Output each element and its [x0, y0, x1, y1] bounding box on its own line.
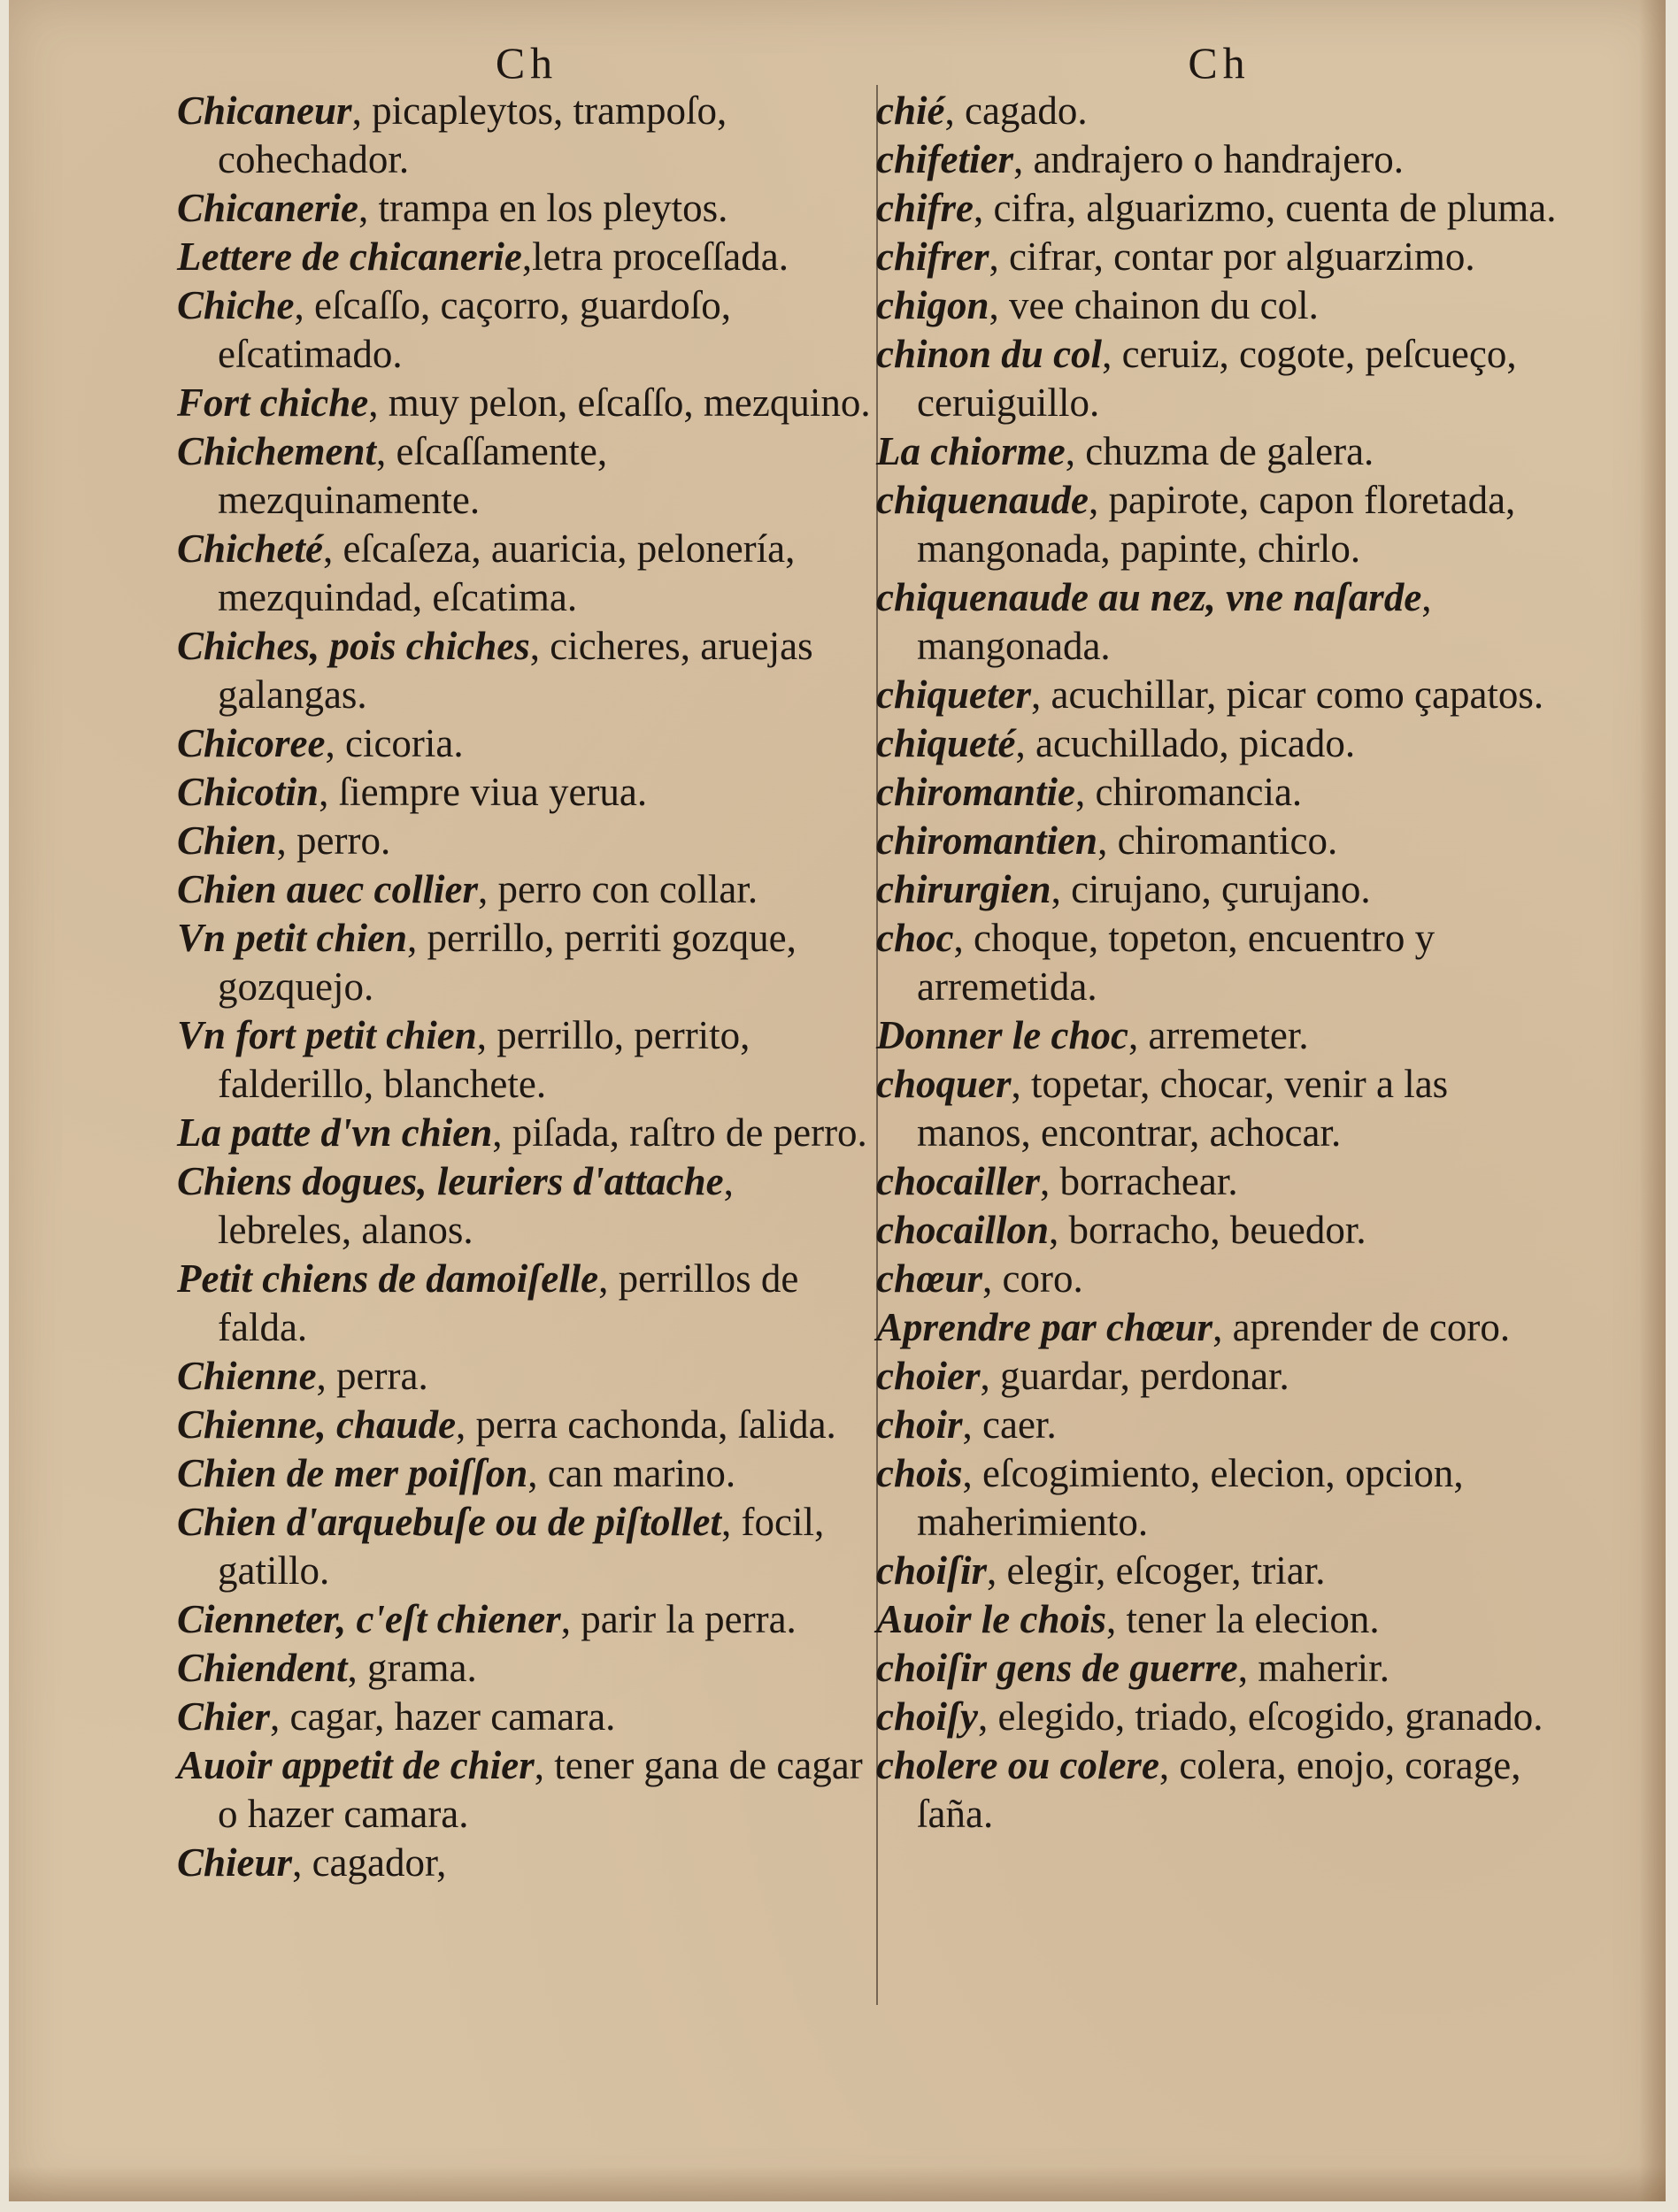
dictionary-entry [876, 184, 1562, 233]
entry-definition: , guardar, perdonar. [980, 1354, 1289, 1398]
entry-headword: chiromantie [876, 770, 1076, 814]
entry-definition: , eſcaſeza, auaricia, pelonería, mezquindad, eſcatima. [218, 526, 796, 619]
entry-headword: chifrer [876, 234, 989, 279]
dictionary-entry [177, 1157, 876, 1255]
entry-headword: chifre [876, 186, 974, 230]
entry-headword: Chier [177, 1694, 271, 1739]
dictionary-entry [177, 1109, 876, 1157]
entry-definition: , eſcaſſamente, mezquinamente. [218, 429, 608, 522]
entry-definition: , cicoria. [325, 721, 464, 765]
entry-headword: Lettere de chicanerie [177, 234, 522, 279]
entry-definition: , cagador, [292, 1840, 447, 1885]
entry-headword: chiquenaude [876, 478, 1089, 522]
entry-headword: chœur [876, 1256, 983, 1301]
entry-headword: choiſir [876, 1548, 988, 1593]
entry-definition: , parir la perra. [560, 1597, 797, 1641]
entry-headword: chiromantien [876, 818, 1098, 863]
entry-headword: choiſy [876, 1694, 978, 1739]
dictionary-entry [876, 1401, 1562, 1449]
entry-headword: chigon [876, 283, 989, 327]
entry-definition: , perra cachonda, ſalida. [456, 1402, 836, 1447]
entry-headword: chié [876, 88, 945, 133]
entry-headword: Chien d'arquebuſe ou de piſtollet [177, 1500, 722, 1544]
right-column [876, 0, 1562, 1839]
book-page [9, 0, 1666, 2201]
dictionary-entry [177, 184, 876, 233]
entry-headword: Chicanerie [177, 186, 359, 230]
dictionary-entry [177, 1352, 876, 1401]
entry-definition: , eſcogimiento, elecion, opcion, maherimiento. [917, 1451, 1464, 1544]
entry-definition: , can marino. [527, 1451, 736, 1495]
dictionary-entry [876, 768, 1562, 817]
dictionary-entry [177, 525, 876, 622]
entry-headword: Chien de mer poiſſon [177, 1451, 528, 1495]
entry-definition: , picapleytos, trampoſo, cohechador. [218, 88, 727, 181]
entry-headword: Chiches, pois chiches [177, 624, 530, 668]
dictionary-entry [876, 1449, 1562, 1547]
dictionary-entry [177, 719, 876, 768]
entry-headword: chinon du col [876, 332, 1103, 376]
entry-definition: , tener gana de cagar o hazer camara. [218, 1743, 863, 1836]
entry-headword: choir [876, 1402, 963, 1447]
entry-definition: , ceruiz, cogote, peſcueço, ceruiguillo. [917, 332, 1517, 425]
page-bottom-shadow [9, 2166, 1666, 2201]
dictionary-entry [876, 1693, 1562, 1741]
entry-definition: , ſiempre viua yerua. [319, 770, 648, 814]
entry-definition: , caer. [962, 1402, 1057, 1447]
entry-headword: chiqueter [876, 672, 1031, 717]
entry-definition: , chiromantico. [1097, 818, 1338, 863]
entry-definition: , cirujano, çurujano. [1051, 867, 1371, 911]
dictionary-entry [876, 1255, 1562, 1303]
entry-headword: Vn fort petit chien [177, 1013, 477, 1057]
entry-headword: cholere ou colere [876, 1743, 1159, 1787]
entry-definition: , topetar, chocar, venir a las manos, encontrar, achocar. [917, 1062, 1449, 1155]
dictionary-entry [177, 1449, 876, 1498]
dictionary-entry [876, 573, 1562, 671]
page-edge-shadow [1639, 0, 1666, 2201]
entry-headword: Auoir le chois [876, 1597, 1107, 1641]
entry-definition: , choque, topeton, encuentro y arremetida. [917, 916, 1436, 1009]
entry-definition: , perra. [316, 1354, 428, 1398]
dictionary-entry [177, 914, 876, 1011]
dictionary-entry [876, 281, 1562, 330]
dictionary-entry [876, 1547, 1562, 1595]
dictionary-entry [177, 233, 876, 281]
dictionary-entry [876, 87, 1562, 135]
entry-headword: Chiens dogues, leuriers d'attache [177, 1159, 724, 1203]
dictionary-entry [177, 1693, 876, 1741]
left-entry-list [177, 87, 876, 1887]
entry-headword: chocailler [876, 1159, 1040, 1203]
dictionary-entry [876, 330, 1562, 427]
entry-definition: , cifra, alguarizmo, cuenta de pluma. [973, 186, 1557, 230]
entry-headword: Chiche [177, 283, 295, 327]
entry-definition: , arremeter. [1128, 1013, 1309, 1057]
dictionary-entry [876, 1741, 1562, 1839]
entry-headword: Chiendent [177, 1646, 348, 1690]
entry-definition: , trampa en los pleytos. [358, 186, 728, 230]
dictionary-entry [876, 1595, 1562, 1644]
entry-definition: , cagar, hazer camara. [270, 1694, 616, 1739]
entry-definition: , vee chainon du col. [989, 283, 1319, 327]
dictionary-entry [876, 1644, 1562, 1693]
entry-definition: , acuchillado, picado. [1015, 721, 1356, 765]
entry-headword: chifetier [876, 137, 1013, 181]
entry-headword: chiquenaude au nez, vne naſarde [876, 575, 1422, 619]
dictionary-entry [876, 1206, 1562, 1255]
entry-headword: Chienne, chaude [177, 1402, 457, 1447]
entry-definition: , eſcaſſo, caçorro, guardoſo, eſcatimado. [218, 283, 732, 376]
entry-headword: Chienne [177, 1354, 317, 1398]
dictionary-entry [876, 1011, 1562, 1060]
dictionary-entry [876, 135, 1562, 184]
entry-headword: Donner le choc [876, 1013, 1128, 1057]
dictionary-entry [177, 865, 876, 914]
entry-definition: , borrachear. [1039, 1159, 1238, 1203]
entry-definition: , cagado. [944, 88, 1088, 133]
entry-headword: choier [876, 1354, 981, 1398]
dictionary-entry [177, 281, 876, 379]
entry-definition: , grama. [347, 1646, 477, 1690]
entry-definition: , colera, enojo, corage, ſaña. [917, 1743, 1521, 1836]
entry-headword: Chien auec collier [177, 867, 478, 911]
entry-definition: , papirote, capon floretada, mangonada, papinte, chirlo. [917, 478, 1516, 571]
dictionary-entry [876, 1303, 1562, 1352]
entry-definition: , perrillo, perrito, falderillo, blanchete. [218, 1013, 750, 1106]
entry-definition: , maherir. [1237, 1646, 1389, 1690]
entry-definition: , cicheres, aruejas galangas. [218, 624, 813, 717]
dictionary-entry [177, 379, 876, 427]
right-running-head: Ch [1188, 38, 1251, 88]
entry-headword: Chien [177, 818, 277, 863]
entry-definition: , acuchillar, picar como çapatos. [1031, 672, 1544, 717]
dictionary-entry [876, 817, 1562, 865]
entry-definition: ,letra proceſſada. [521, 234, 789, 279]
dictionary-entry [177, 622, 876, 719]
dictionary-entry [876, 1060, 1562, 1157]
entry-headword: Aprendre par chœur [876, 1305, 1213, 1349]
entry-headword: chocaillon [876, 1208, 1050, 1252]
dictionary-entry [876, 1352, 1562, 1401]
dictionary-entry [876, 1157, 1562, 1206]
entry-definition: , chiromancia. [1075, 770, 1303, 814]
entry-headword: Fort chiche [177, 380, 369, 425]
dictionary-entry [876, 427, 1562, 476]
dictionary-entry [876, 476, 1562, 573]
dictionary-entry [177, 427, 876, 525]
dictionary-entry [876, 865, 1562, 914]
dictionary-entry [177, 1401, 876, 1449]
entry-definition: , mangonada. [917, 575, 1432, 668]
dictionary-entry [177, 1255, 876, 1352]
dictionary-entry [876, 719, 1562, 768]
entry-definition: , andrajero o handrajero. [1012, 137, 1404, 181]
entry-headword: Chieur [177, 1840, 293, 1885]
entry-headword: Chichement [177, 429, 377, 473]
entry-headword: choc [876, 916, 954, 960]
dictionary-entry [177, 1498, 876, 1595]
entry-headword: choquer [876, 1062, 1012, 1106]
right-entry-list [876, 87, 1562, 1839]
entry-headword: Auoir appetit de chier [177, 1743, 535, 1787]
entry-definition: , coro. [982, 1256, 1083, 1301]
dictionary-entry [177, 768, 876, 817]
entry-definition: , chuzma de galera. [1065, 429, 1374, 473]
dictionary-entry [177, 1741, 876, 1839]
entry-definition: , focil, gatillo. [218, 1500, 825, 1593]
entry-headword: Chicotin [177, 770, 319, 814]
entry-headword: La chiorme [876, 429, 1066, 473]
entry-headword: Chicoree [177, 721, 326, 765]
entry-headword: Chicaneur [177, 88, 352, 133]
entry-definition: , perrillo, perriti gozque, gozquejo. [218, 916, 797, 1009]
entry-headword: Cienneter, c'eſt chiener [177, 1597, 561, 1641]
entry-headword: chiqueté [876, 721, 1016, 765]
entry-headword: Chicheté [177, 526, 323, 571]
entry-headword: choiſir gens de guerre [876, 1646, 1238, 1690]
dictionary-entry [876, 233, 1562, 281]
entry-definition: , lebreles, alanos. [218, 1159, 734, 1252]
entry-headword: La patte d'vn chien [177, 1110, 493, 1155]
dictionary-entry [177, 1644, 876, 1693]
entry-headword: chirurgien [876, 867, 1051, 911]
entry-definition: , piſada, raſtro de perro. [492, 1110, 867, 1155]
dictionary-entry [876, 671, 1562, 719]
dictionary-entry [876, 914, 1562, 1011]
dictionary-entry [177, 1595, 876, 1644]
entry-definition: , perro. [276, 818, 391, 863]
entry-headword: chois [876, 1451, 963, 1495]
entry-definition: , tener la elecion. [1106, 1597, 1380, 1641]
entry-definition: , cifrar, contar por alguarzimo. [989, 234, 1475, 279]
entry-definition: , muy pelon, eſcaſſo, mezquino. [368, 380, 871, 425]
entry-definition: , elegido, triado, eſcogido, granado. [977, 1694, 1543, 1739]
entry-definition: , perrillos de falda. [218, 1256, 799, 1349]
left-running-head: Ch [495, 38, 558, 88]
dictionary-entry [177, 1839, 876, 1887]
left-column [177, 0, 876, 1887]
dictionary-entry [177, 817, 876, 865]
dictionary-entry [177, 1011, 876, 1109]
entry-headword: Vn petit chien [177, 916, 408, 960]
entry-headword: Petit chiens de damoiſelle [177, 1256, 599, 1301]
dictionary-entry [177, 87, 876, 184]
entry-definition: , aprender de coro. [1212, 1305, 1511, 1349]
entry-definition: , borracho, beuedor. [1049, 1208, 1366, 1252]
entry-definition: , elegir, eſcoger, triar. [987, 1548, 1326, 1593]
entry-definition: , perro con collar. [477, 867, 758, 911]
